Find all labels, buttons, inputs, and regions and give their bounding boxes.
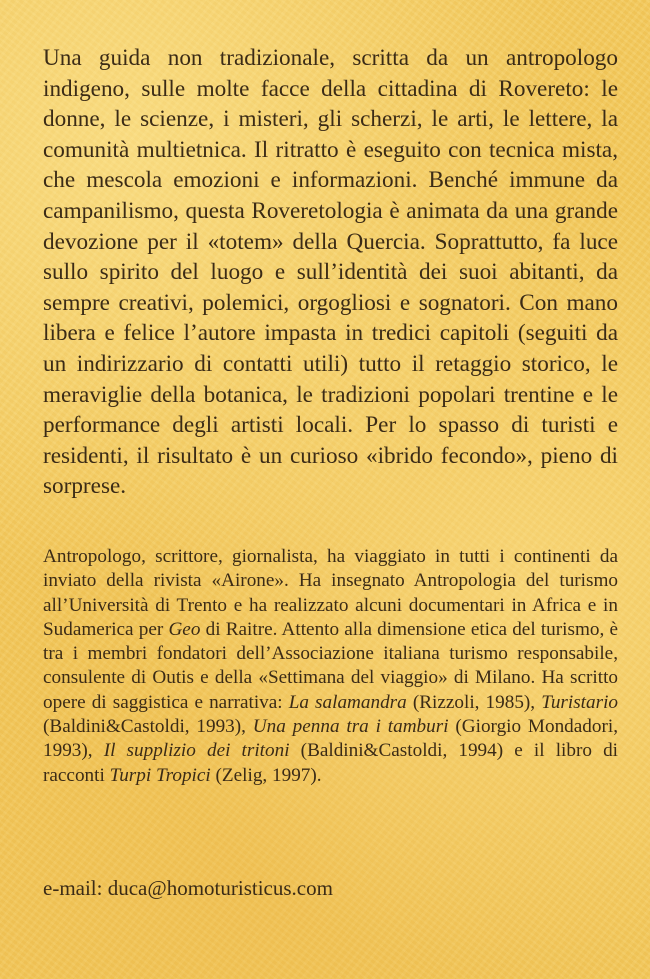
title-la-salamandra: La salamandra	[288, 691, 407, 713]
bio-text: (Giorgio Mondadori, 1993),	[43, 716, 618, 762]
bio-text: (Zelig, 1997).	[210, 764, 322, 786]
bio-text: (Rizzoli, 1985),	[406, 691, 542, 713]
bio-text: (Baldini&Castoldi, 1993),	[43, 716, 253, 738]
bio-text: Antropologo, scrittore, giornalista, ha viaggiato in tutti i continenti da inviato della rivista «Airone». Ha insegnato Antropologia del turismo all’Università di Trento e ha realizzato alcuni documentari in Africa e in Sudamerica per	[43, 546, 618, 640]
bio-text: (Baldini&Castoldi, 1994) e il libro di racconti	[43, 740, 618, 786]
title-turistario: Turistario	[541, 691, 618, 713]
title-turpi-tropici: Turpi Tropici	[109, 764, 211, 786]
title-una-penna-tra-i-tamburi: Una penna tra i tamburi	[252, 716, 449, 738]
bio-text: di Raitre. Attento alla dimensione etica del turismo, è tra i membri fondatori dell’Associazione italiana turismo responsabile, consulente di Outis e della «Settimana del viaggio» di Milano. Ha scritto opere di saggistica e narrativa:	[43, 618, 618, 713]
title-il-supplizio-dei-tritoni: Il supplizio dei tritoni	[103, 740, 290, 762]
title-geo: Geo	[168, 618, 201, 640]
author-email[interactable]: e-mail: duca@homoturisticus.com	[43, 876, 333, 900]
author-bio	[43, 545, 618, 788]
book-blurb: Una guida non tradizionale, scritta da un antropologo indigeno, sulle molte facce della cittadina di Rovereto: le donne, le scienze, i misteri, gli scherzi, le arti, le lettere, la comunità multietnica. Il ritratto è eseguito con tecnica mista, che mescola emozioni e informazioni. Benché immune da campanilismo, questa Roveretologia è animata da una grande devozione per il «totem» della Quercia. Soprattutto, fa luce sullo spirito del luogo e sull’identità dei suoi abitanti, da sempre creativi, polemici, orgogliosi e sognatori. Con mano libera e felice l’autore impasta in tredici capitoli (seguiti da un indirizzario di contatti utili) tutto il retaggio storico, le meraviglie della botanica, le tradizioni popolari trentine e le performance degli artisti locali. Per lo spasso di turisti e residenti, il risultato è un curioso «ibrido fecondo», pieno di sorprese.	[43, 45, 618, 500]
